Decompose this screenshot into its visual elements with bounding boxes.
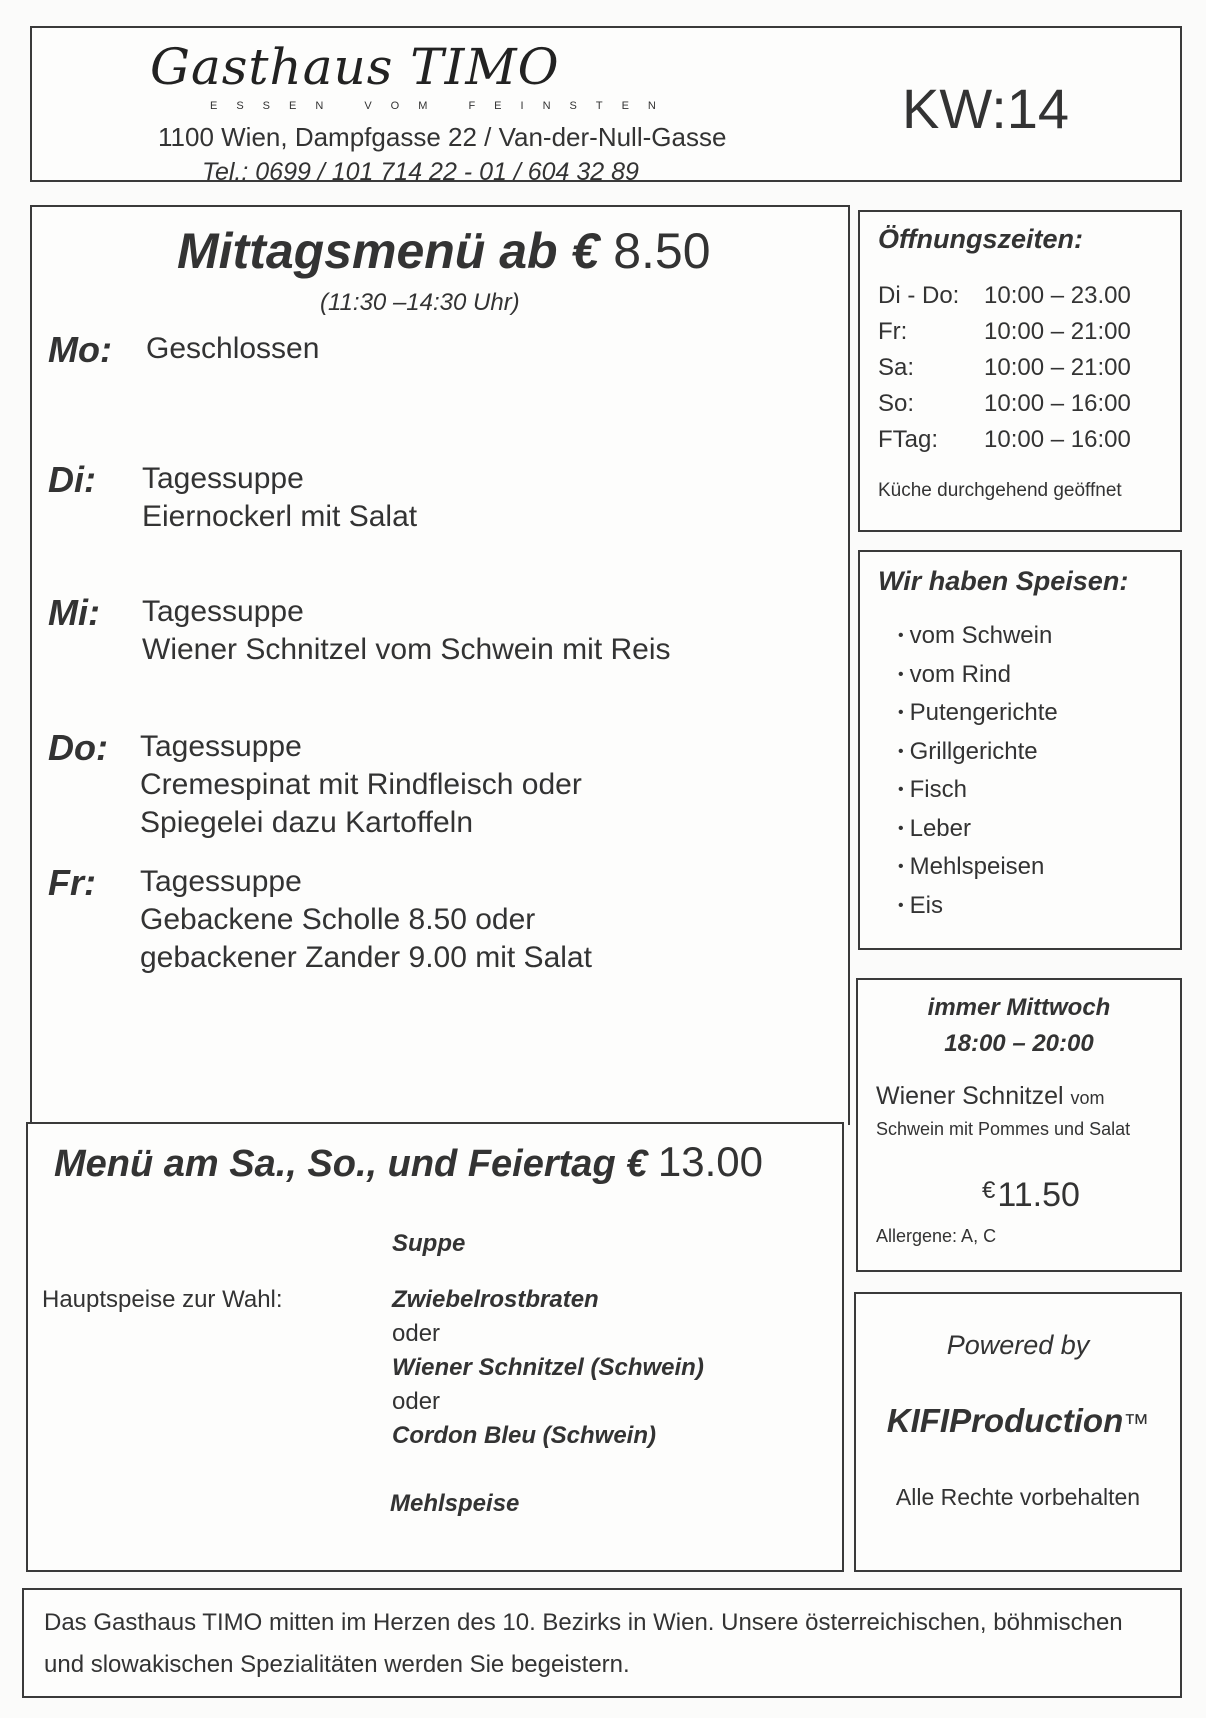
opening-hours-box [858,210,1182,532]
hours-time: 10:00 – 16:00 [984,426,1131,453]
wednesday-dish-main: Wiener Schnitzel [876,1082,1064,1110]
dish-line: Wiener Schnitzel vom Schwein mit Reis [142,633,671,666]
wednesday-dish [876,1082,1105,1111]
hours-time: 10:00 – 23.00 [984,282,1131,309]
wednesday-price-value: 11.50 [997,1176,1080,1214]
lunch-title-text: Mittagsmenü ab € [177,223,600,279]
brand-text: KIFIProduction [886,1402,1124,1439]
lunch-base-price: 8.50 [613,223,711,279]
day-label-mi: Mi: [48,592,100,633]
hours-day: FTag: [878,426,939,453]
or-text: oder [392,1320,441,1347]
powered-by-label: Powered by [946,1330,1090,1360]
phone-numbers: Tel.: 0699 / 101 714 22 - 01 / 604 32 89 [202,158,639,186]
currency-symbol: € [982,1177,996,1204]
powered-by-box [854,1292,1182,1572]
hours-day: Di - Do: [878,282,960,309]
list-item: • Eis [898,892,1058,931]
footer-text: Das Gasthaus TIMO mitten im Herzen des 10. Bezirks in Wien. Unsere österreichischen, böhmischen und slowakischen Spezialitäten werden Sie begeistern. [44,1609,1123,1678]
rights-reserved: Alle Rechte vorbehalten [895,1484,1141,1510]
wednesday-special-box [856,978,1182,1272]
hours-day: Fr: [878,318,908,345]
kitchen-note: Küche durchgehend geöffnet [878,480,1122,501]
calendar-week: KW:14 [902,77,1070,140]
dish-line: Eiernockerl mit Salat [142,500,418,533]
wednesday-heading: immer Mittwoch [927,994,1111,1021]
list-item: • vom Schwein [898,622,1058,661]
dish-line: Geschlossen [146,332,320,365]
hours-time: 10:00 – 21:00 [984,318,1131,345]
lunch-menu-title [177,222,711,280]
logo-title: Gasthaus TIMO [150,38,560,96]
weekend-dessert: Mehlspeise [390,1490,520,1517]
weekend-soup: Suppe [392,1230,466,1257]
weekend-menu-box [26,1122,844,1572]
header-box [30,26,1182,186]
dish-line: gebackener Zander 9.00 mit Salat [140,941,592,974]
hours-time: 10:00 – 21:00 [984,354,1131,381]
list-item: • Mehlspeisen [898,853,1058,892]
opening-hours-title: Öffnungszeiten: [878,224,1083,254]
day-label-mo: Mo: [48,329,112,370]
list-item: • Fisch [898,776,1058,815]
or-text: oder [392,1388,441,1415]
hours-day: Sa: [878,354,915,381]
dish-line: Tagessuppe [142,595,304,628]
main-option-3: Cordon Bleu (Schwein) [392,1422,656,1449]
wednesday-dish-small: vom [1070,1088,1105,1108]
dish-line: Tagessuppe [142,462,304,495]
hours-time: 10:00 – 16:00 [984,390,1131,417]
weekend-menu-title [54,1138,763,1186]
logo-tagline: ESSEN VOM FEINSTEN [210,100,675,112]
day-label-di: Di: [48,459,96,500]
wednesday-dish-details: Schwein mit Pommes und Salat [876,1119,1131,1139]
address: 1100 Wien, Dampfgasse 22 / Van-der-Null-Gasse [158,122,727,152]
list-item: • vom Rind [898,661,1058,700]
weekend-title-text: Menü am Sa., So., und Feiertag € [54,1143,648,1185]
list-item: • Putengerichte [898,699,1058,738]
dish-line: Gebackene Scholle 8.50 oder [140,903,536,936]
dish-line: Tagessuppe [140,730,302,763]
main-option-2: Wiener Schnitzel (Schwein) [392,1354,704,1381]
wednesday-time: 18:00 – 20:00 [944,1030,1094,1057]
list-item: • Leber [898,815,1058,854]
dish-line: Tagessuppe [140,865,302,898]
wednesday-price [982,1176,1080,1215]
food-types-list [898,622,1058,930]
lunch-menu-box [30,205,850,1125]
day-label-do: Do: [48,727,108,768]
food-types-title: Wir haben Speisen: [878,566,1129,596]
brand-name [856,1402,1180,1440]
hours-day: So: [878,390,915,417]
dish-line: Cremespinat mit Rindfleisch oder [140,768,582,801]
footer-box [22,1588,1182,1698]
main-option-1: Zwiebelrostbraten [392,1286,599,1313]
weekend-price: 13.00 [657,1138,764,1185]
day-label-fr: Fr: [48,862,96,903]
allergen-info: Allergene: A, C [876,1226,997,1246]
list-item: • Grillgerichte [898,738,1058,777]
main-course-label: Hauptspeise zur Wahl: [42,1286,283,1313]
dish-line: Spiegelei dazu Kartoffeln [140,806,474,839]
lunch-hours: (11:30 –14:30 Uhr) [320,289,520,316]
trademark-symbol: ™ [1123,1408,1150,1438]
food-types-box [858,550,1182,950]
